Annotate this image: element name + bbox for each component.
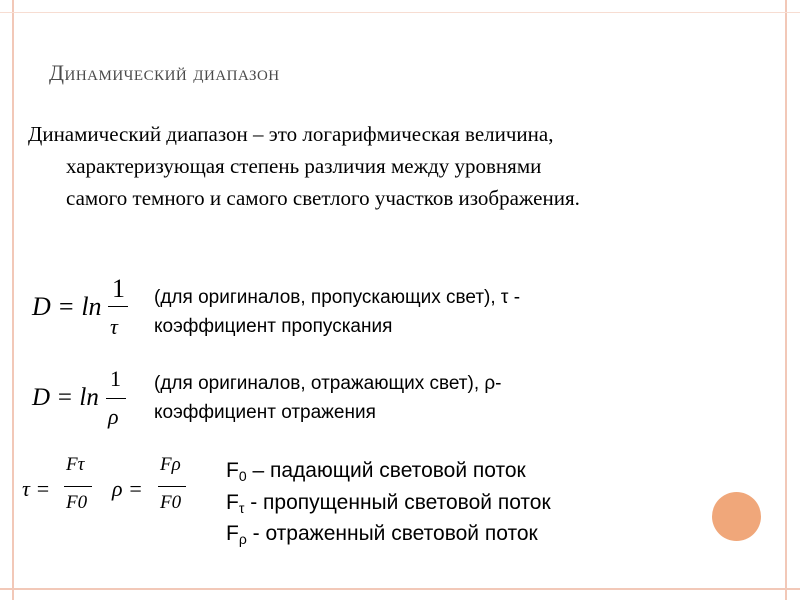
frame-bottom-line [0, 588, 800, 590]
formula-transmit-desc-2: коэффициент пропускания [154, 316, 393, 337]
formula-reflect-desc-2: коэффициент отражения [154, 402, 376, 423]
legend-line-0 [226, 456, 526, 491]
slide-title: Динамический диапазон [49, 60, 280, 85]
frame-top-line [0, 12, 800, 13]
formula-transmit-denominator: τ [110, 314, 118, 339]
legend-symbol-0: F [226, 459, 239, 482]
definition-line-2: характеризующая степень различия между уровнями [66, 154, 542, 178]
formula-tau-lhs: τ = [22, 476, 51, 501]
definition-line-3: самого темного и самого светлого участков изображения. [66, 186, 580, 210]
formula-rho-fraction-bar [158, 486, 186, 487]
formula-reflect-numerator: 1 [110, 366, 121, 391]
formula-transmit [28, 272, 138, 352]
legend-sub-0: 0 [238, 468, 247, 484]
legend-sub-2: ρ [238, 531, 247, 547]
legend-text-0: – падающий световой поток [246, 459, 526, 482]
legend-text-2: - отраженный световой поток [246, 522, 538, 545]
formula-transmit-lhs: D = ln [32, 292, 102, 321]
legend-line-2 [226, 519, 538, 554]
legend-text-1: - пропущенный световой поток [244, 491, 551, 514]
formula-tau-definition [22, 452, 102, 532]
formula-transmit-desc-1: (для оригиналов, пропускающих свет), τ - [154, 287, 521, 308]
formula-reflect-fraction-bar [106, 398, 126, 399]
decorative-circle [712, 492, 761, 541]
formula-reflect-denominator: ρ [108, 404, 119, 429]
legend-line-1 [226, 488, 551, 523]
frame-left-line [12, 0, 14, 600]
frame-right-line [785, 0, 787, 600]
formula-reflect-desc-1: (для оригиналов, отражающих свет), ρ- [154, 373, 502, 394]
formula-tau-numerator: Fτ [66, 454, 85, 475]
legend-sub-1: τ [238, 500, 245, 516]
legend-symbol-2: F [226, 522, 239, 545]
legend-symbol-1: F [226, 491, 239, 514]
definition-line-1: Динамический диапазон – это логарифмическая величина, [28, 122, 554, 146]
formula-rho-denominator: F0 [160, 492, 182, 513]
formula-reflect-lhs: D = ln [32, 384, 99, 411]
formula-reflect [28, 362, 138, 442]
formula-transmit-numerator: 1 [112, 274, 125, 303]
formula-tau-denominator: F0 [66, 492, 88, 513]
formula-transmit-fraction-bar [108, 306, 128, 307]
formula-rho-lhs: ρ = [112, 476, 143, 501]
formula-tau-fraction-bar [64, 486, 92, 487]
formula-rho-definition [112, 452, 202, 532]
formula-rho-numerator: Fρ [160, 454, 181, 475]
